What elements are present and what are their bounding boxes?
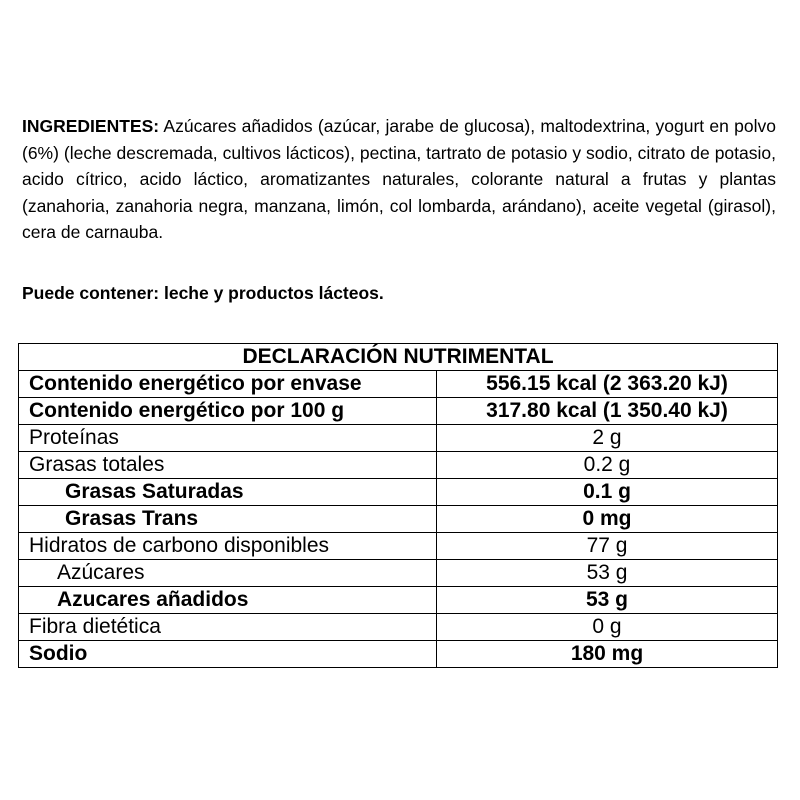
row-label: Contenido energético por envase [19,371,437,398]
row-label: Azucares añadidos [19,587,437,614]
table-row [19,479,778,506]
row-label: Hidratos de carbono disponibles [19,533,437,560]
row-label: Grasas Trans [19,506,437,533]
ingredients-text: Azúcares añadidos (azúcar, jarabe de glucosa), maltodextrina, yogurt en polvo (6%) (leche descremada, cultivos lácticos), pectina, tartrato de potasio y sodio, citrato de potasio, acido cítrico, acido láctico, aromatizantes naturales, colorante natural a frutas y plantas (zanahoria, zanahoria negra, manzana, limón, col lombarda, arándano), aceite vegetal (girasol), cera de carnauba. [22,116,776,242]
row-label: Azúcares [19,560,437,587]
table-row [19,371,778,398]
row-value: 2 g [437,425,778,452]
table-row [19,398,778,425]
row-value: 556.15 kcal (2 363.20 kJ) [437,371,778,398]
ingredients-label: INGREDIENTES: [22,116,160,136]
row-label: Contenido energético por 100 g [19,398,437,425]
table-row [19,506,778,533]
row-value: 0 g [437,614,778,641]
table-row [19,425,778,452]
row-value: 53 g [437,587,778,614]
row-value: 77 g [437,533,778,560]
row-label: Grasas Saturadas [19,479,437,506]
row-value: 317.80 kcal (1 350.40 kJ) [437,398,778,425]
row-label: Proteínas [19,425,437,452]
allergen-note: Puede contener: leche y productos lácteos. [22,283,384,303]
table-row [19,614,778,641]
nutrition-title-row [19,344,778,371]
table-row [19,641,778,668]
row-label: Grasas totales [19,452,437,479]
row-value: 0 mg [437,506,778,533]
table-row [19,452,778,479]
row-value: 0.2 g [437,452,778,479]
nutrition-title: DECLARACIÓN NUTRIMENTAL [19,344,778,371]
table-row [19,587,778,614]
table-row [19,533,778,560]
row-value: 0.1 g [437,479,778,506]
nutrition-table [18,343,778,668]
row-label: Sodio [19,641,437,668]
ingredients-paragraph [22,113,776,246]
row-value: 180 mg [437,641,778,668]
table-row [19,560,778,587]
row-label: Fibra dietética [19,614,437,641]
row-value: 53 g [437,560,778,587]
